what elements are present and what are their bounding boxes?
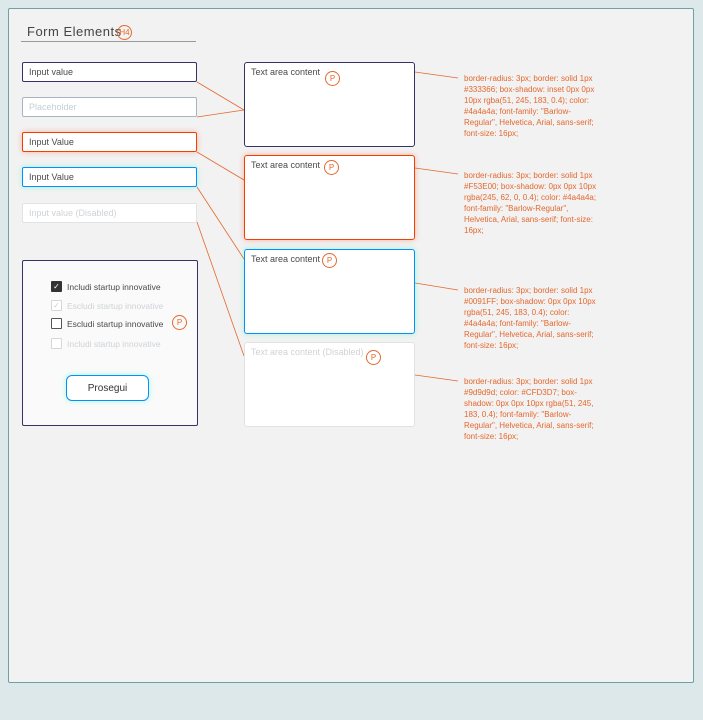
css-note-error: border-radius: 3px; border: solid 1px #F53E00; box-shadow: 0px 0px 10px rgba(245, 62, 0, 0.4); color: #4a4a4a; font-family: "Barlow-Regular", Helvetica, Arial, sans-serif; font-size: 16px; (464, 171, 597, 235)
checkbox-disabled (51, 338, 62, 349)
css-note-focus: border-radius: 3px; border: solid 1px #0091FF; box-shadow: 0px 0px 10px rgba(51, 245, 183, 0.4); color: #4a4a4a; font-family: "Barlow-Regular", Helvetica, Arial, sans-serif; font-size: 16px; (464, 286, 596, 350)
checkbox-label: Escludi startup innovative (67, 300, 164, 311)
checkbox-row (51, 300, 163, 311)
connector-line (197, 187, 244, 259)
connector-line (197, 110, 244, 117)
connector-line (415, 72, 458, 78)
checkbox-row[interactable] (51, 281, 161, 292)
paragraph-tag: P (322, 253, 337, 268)
paragraph-tag: P (172, 315, 187, 330)
connector-line (197, 82, 244, 110)
css-note-disabled: border-radius: 3px; border: solid 1px #9d9d9d; color: #CFD3D7; box-shadow: 0px 0px 10px rgba(51, 245, 183, 0.4); font-family: "Barlow-Regular", Helvetica, Arial, sans-serif; font-size: 16px; (464, 377, 594, 441)
input-disabled: Input value (Disabled) (22, 203, 197, 223)
textarea-disabled (244, 342, 415, 427)
connector-line (197, 222, 244, 356)
textarea-disabled-text: Text area content (Disabled) (251, 347, 364, 357)
css-note-default: border-radius: 3px; border: solid 1px #333366; box-shadow: inset 0px 0px 10px rgba(51, 245, 183, 0.4); color: #4a4a4a; font-family: "Barlow-Regular", Helvetica, Arial, sans-serif; font-size: 16px; (464, 74, 595, 138)
input-default[interactable]: Input value (22, 62, 197, 82)
textarea-error-text: Text area content (251, 160, 321, 170)
checkbox-card (22, 260, 198, 426)
connector-line (197, 152, 244, 180)
checkbox-row (51, 338, 161, 349)
checkbox-disabled-checked: ✓ (51, 300, 62, 311)
prosegui-button[interactable]: Prosegui (66, 375, 149, 401)
input-error[interactable]: Input Value (22, 132, 197, 152)
connector-line (415, 168, 458, 174)
paragraph-tag: P (366, 350, 381, 365)
checkbox-unchecked[interactable] (51, 318, 62, 329)
paragraph-tag: P (324, 160, 339, 175)
checkbox-label: Escludi startup innovative (67, 318, 164, 329)
textarea-focus-text: Text area content (251, 254, 321, 264)
input-focus[interactable]: Input Value (22, 167, 197, 187)
input-placeholder[interactable]: Placeholder (22, 97, 197, 117)
textarea-default-text: Text area content (251, 67, 321, 77)
checkbox-label: Includi startup innovative (67, 281, 161, 292)
connector-line (415, 375, 458, 381)
section-title: Form Elements (27, 24, 122, 39)
checkbox-row[interactable] (51, 318, 163, 329)
paragraph-tag: P (325, 71, 340, 86)
checkbox-label: Includi startup innovative (67, 338, 161, 349)
connector-line (415, 283, 458, 290)
heading-tag: H4 (117, 25, 132, 40)
checkbox-checked[interactable]: ✓ (51, 281, 62, 292)
